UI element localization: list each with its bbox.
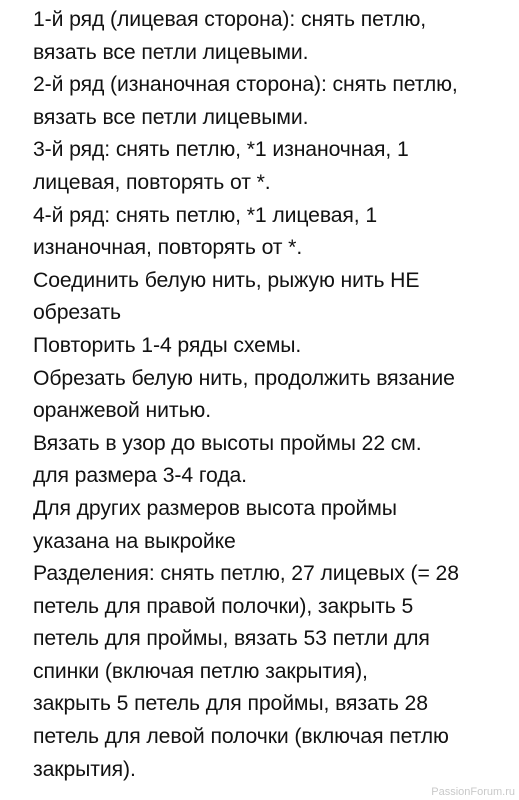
text-line: спинки (включая петлю закрытия), <box>33 659 368 683</box>
text-line: Соединить белую нить, рыжую нить НЕ <box>33 268 420 292</box>
text-line: вязать все петли лицевыми. <box>33 40 309 64</box>
text-line: Разделения: снять петлю, 27 лицевых (= 28 <box>33 562 459 586</box>
text-line: Для других размеров высота проймы <box>33 496 397 520</box>
text-line: 4-й ряд: снять петлю, *1 лицевая, 1 <box>33 203 378 227</box>
text-line: закрыть 5 петель для проймы, вязать 28 <box>33 692 428 716</box>
watermark: PassionForum.ru <box>431 786 515 798</box>
text-line: лицевая, повторять от *. <box>33 170 271 194</box>
text-line: закрытия). <box>33 757 136 781</box>
text-line: петель для левой полочки (включая петлю <box>33 725 449 749</box>
text-line: вязать все петли лицевыми. <box>33 105 309 129</box>
text-line: Вязать в узор до высоты проймы 22 см. <box>33 431 422 455</box>
text-line: Обрезать белую нить, продолжить вязание <box>33 366 455 390</box>
text-line: изнаночная, повторять от *. <box>33 236 303 260</box>
text-line: 2-й ряд (изнаночная сторона): снять петлю, <box>33 73 458 97</box>
text-line: петель для правой полочки), закрыть 5 <box>33 594 414 618</box>
text-line: оранжевой нитью. <box>33 399 211 423</box>
text-line: 1-й ряд (лицевая сторона): снять петлю, <box>33 8 427 31</box>
text-line: обрезать <box>33 301 121 325</box>
text-line: для размера 3-4 года. <box>33 464 247 488</box>
text-line: 3-й ряд: снять петлю, *1 изнаночная, 1 <box>33 138 409 162</box>
text-line: петель для проймы, вязать 53 петли для <box>33 627 430 651</box>
instructions-text <box>33 4 513 786</box>
text-line: Повторить 1-4 ряды схемы. <box>33 333 302 357</box>
text-line: указана на выкройке <box>33 529 236 553</box>
